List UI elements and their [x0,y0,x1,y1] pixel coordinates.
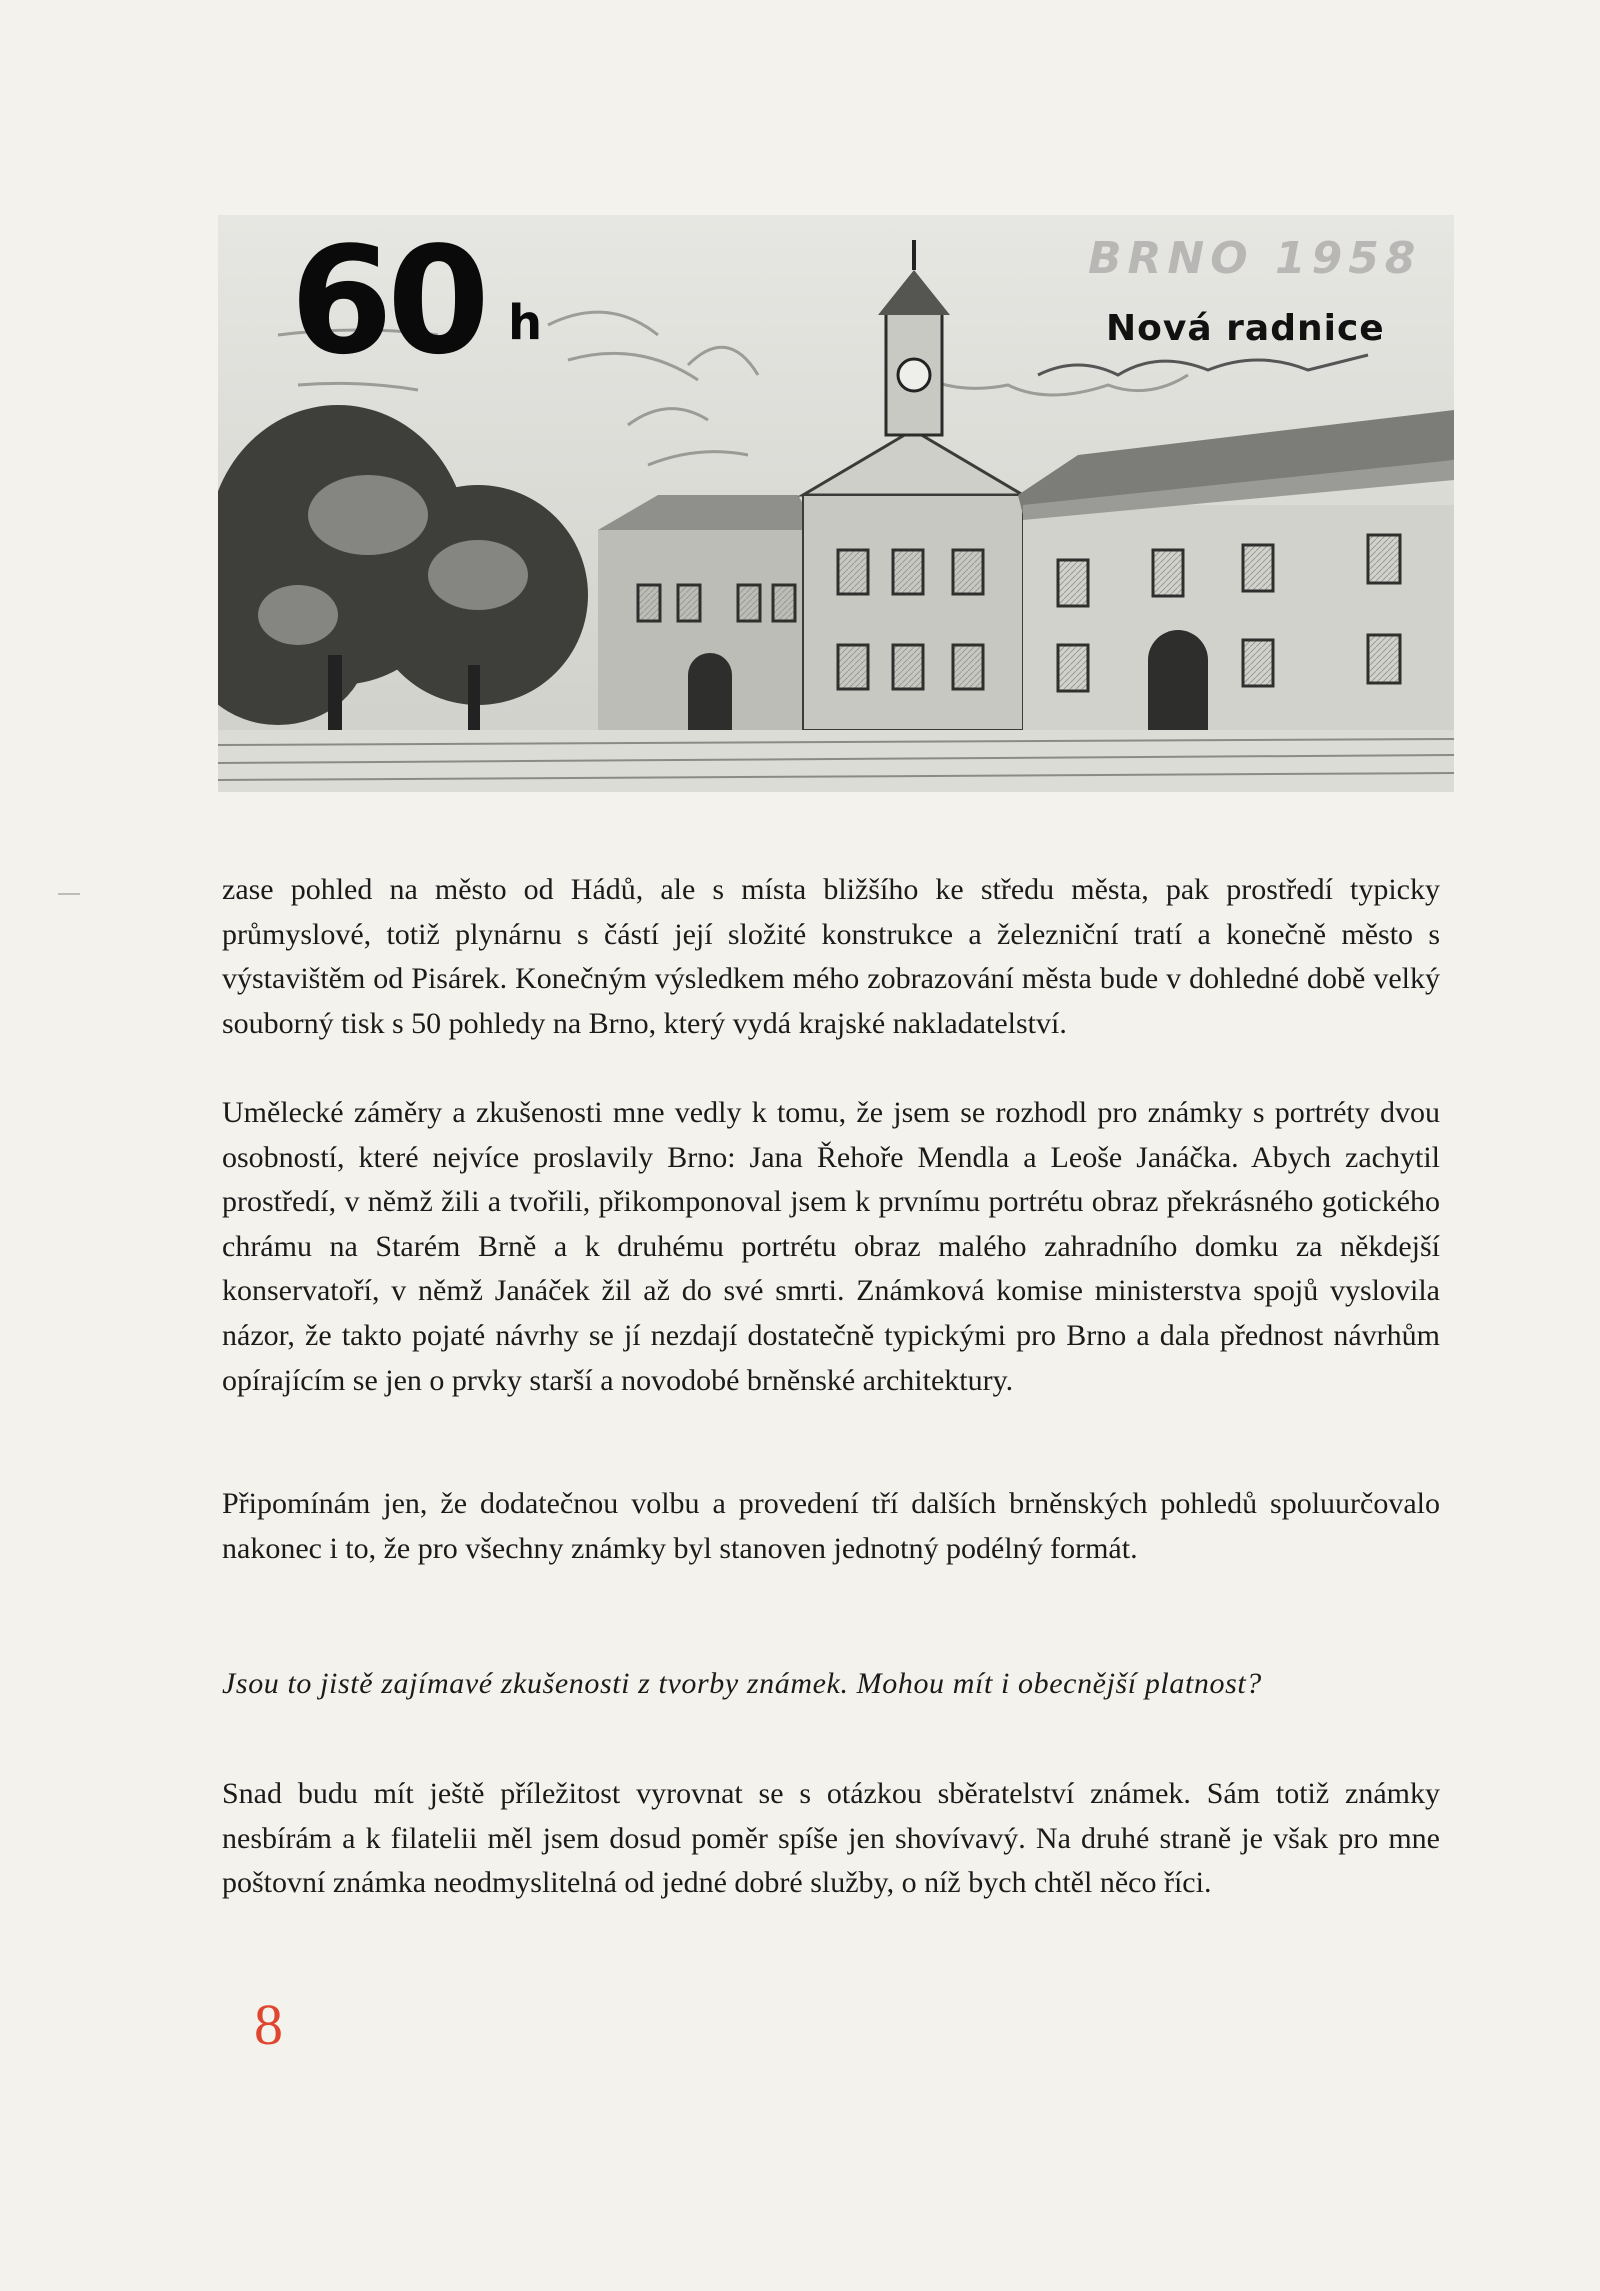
interview-answer: Snad budu mít ještě příležitost vyrovnat se s otázkou sběratelství známek. Sám totiž známky nesbírám a k filatelii měl jsem dosud poměr spíše jen shovívavý. Na druhé straně je však pro mne poštovní známka neodmyslitelná od jedné dobré služby, o níž bych chtěl něco říci. [222,1777,1440,1900]
stamp-caption: Nová radnice [1106,308,1385,349]
page-number: 8 [254,1992,283,2057]
cancellation-mark: BRNO 1958 [1088,233,1422,284]
stamp-unit: h [508,295,543,351]
paragraph-1: zase pohled na město od Hádů, ale s místa bližšího ke středu města, pak prostředí typicky průmyslové, totiž plynárnu s částí její složité konstrukce a železniční tratí a konečně město s výstavištěm od Pisárek. Konečným výsledkem mého zobrazování města bude v dohledné době velký souborný tisk s 50 pohledy na Brno, který vydá krajské nakladatelství. [222,873,1440,1040]
paragraph-2: Umělecké záměry a zkušenosti mne vedly k tomu, že jsem se rozhodl pro známky s portréty dvou osobností, které nejvíce proslavily Brno: Jana Řehoře Mendla a Leoše Janáčka. Abych zachytil prostředí, v němž žili a tvořili, přikomponoval jsem k prvnímu portrétu obraz překrásného gotického chrámu na Starém Brně a k druhému portrétu obraz malého zahradního domku za někdejší konservatoří, v němž Janáček žil až do své smrti. Známková komise ministerstva spojů vyslovila názor, že takto pojaté návrhy se jí nezdají dostatečně typickými pro Brno a dala přednost návrhům opírajícím se jen o prvky starší a novodobé brněnské architektury. [222,1096,1440,1397]
paragraph-3: Připomínám jen, že dodatečnou volbu a provedení tří dalších brněnských pohledů spoluurčovalo nakonec i to, že pro všechny známky byl stanoven jednotný podélný formát. [222,1487,1440,1565]
margin-mark [58,893,80,895]
stamp-value: 60 [290,215,484,387]
interview-question: Jsou to jistě zajímavé zkušenosti z tvorby známek. Mohou mít i obecnější platnost? [222,1667,1262,1700]
stamp-illustration [218,215,1454,792]
